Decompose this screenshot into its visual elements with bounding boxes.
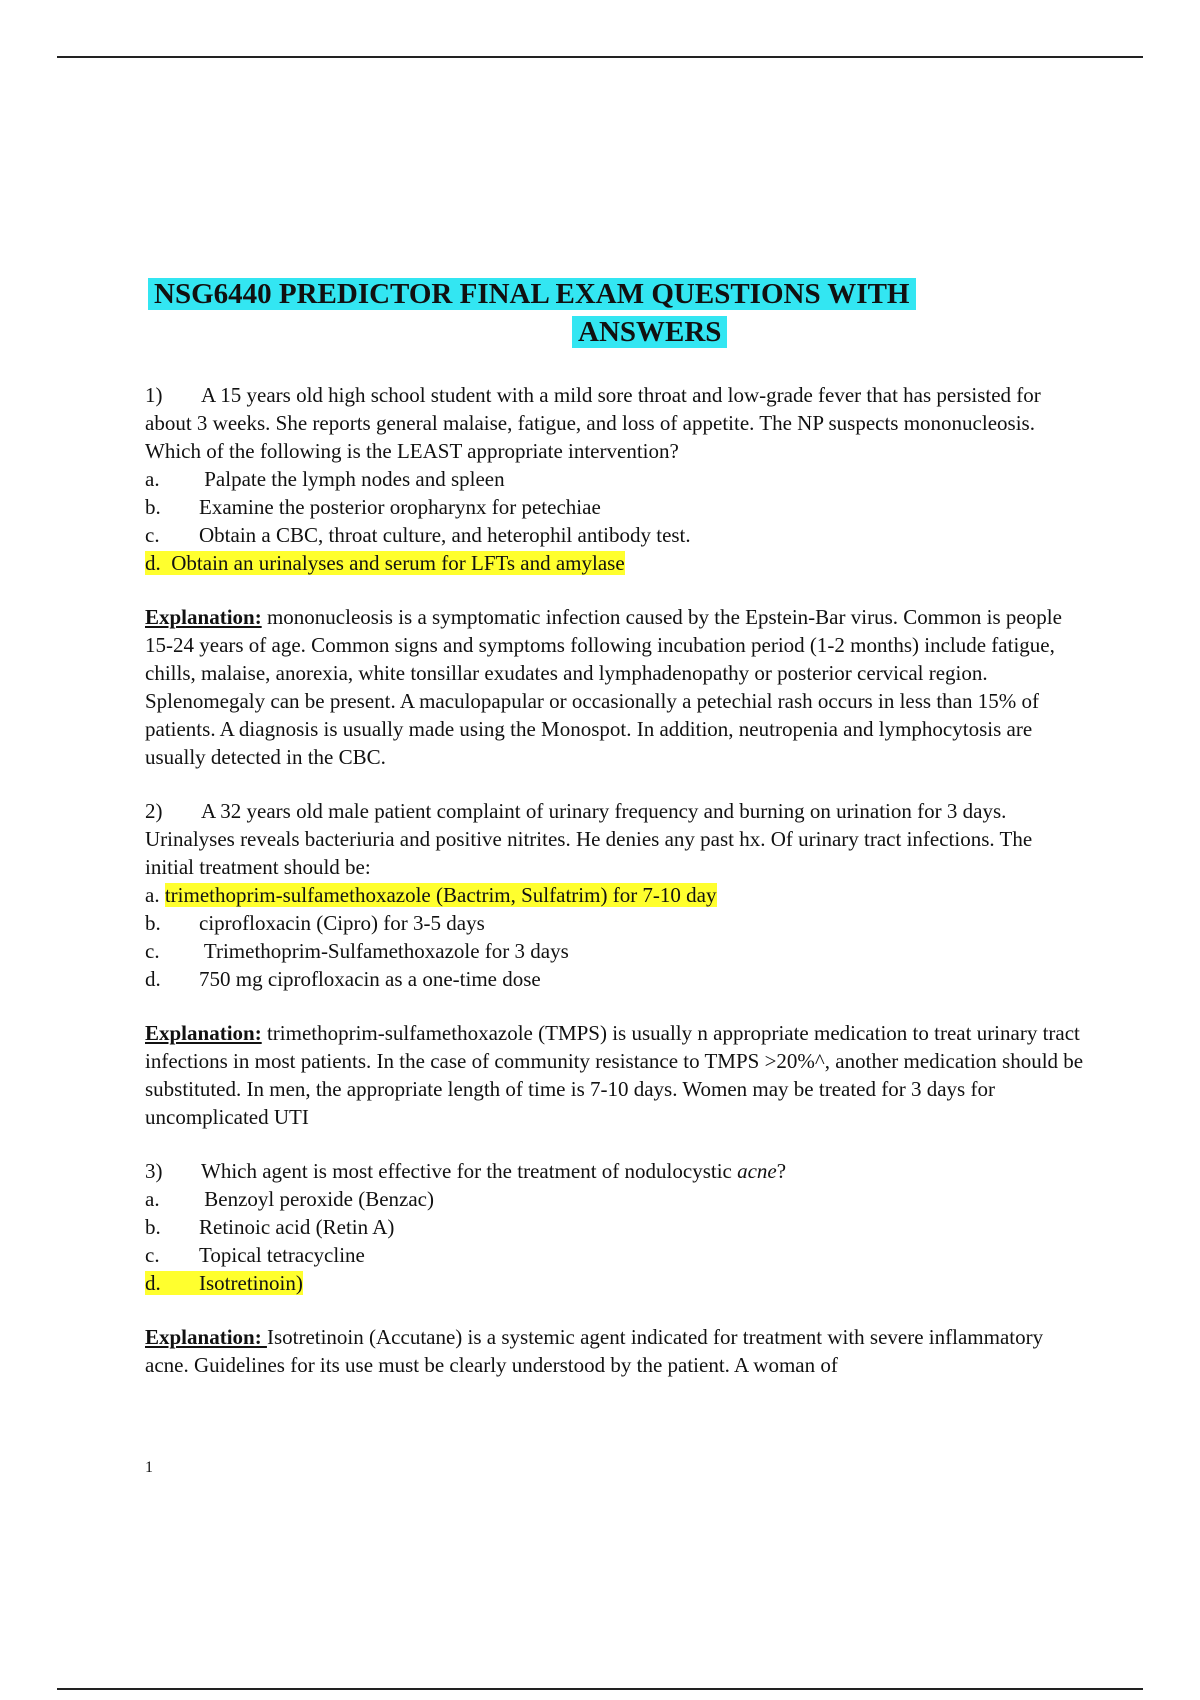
- option-b: b. Examine the posterior oropharynx for petechiae: [145, 495, 601, 519]
- option-d: d. 750 mg ciprofloxacin as a one-time dose: [145, 967, 541, 991]
- page-number: 1: [145, 1459, 153, 1476]
- title-line-2: ANSWERS: [572, 313, 727, 351]
- title-line-1: NSG6440 PREDICTOR FINAL EXAM QUESTIONS WITH: [148, 275, 916, 313]
- option-d-correct: d. Obtain an urinalyses and serum for LFTs and amylase: [145, 551, 625, 575]
- question-text: A 32 years old male patient complaint of urinary frequency and burning on urination for 3 days. Urinalyses reveals bacteriuria and positive nitrites. He denies any past hx. Of urinary tract infections. The initial treatment should be:: [145, 799, 1033, 879]
- explanation-text: trimethoprim-sulfamethoxazole (TMPS) is usually n appropriate medication to treat urinary tract infections in most patients. In the case of community resistance to TMPS >20%^, another medication should be substituted. In men, the appropriate length of time is 7-10 days. Women may be treated for 3 days for uncomplicated UTI: [145, 1021, 1084, 1129]
- option-a: a. Palpate the lymph nodes and spleen: [145, 467, 505, 491]
- option-c: c. Obtain a CBC, throat culture, and heterophil antibody test.: [145, 523, 691, 547]
- explanation-label: Explanation:: [145, 605, 262, 629]
- question-number: 1): [145, 383, 163, 407]
- question-1: [145, 381, 1085, 577]
- option-c: c. Trimethoprim-Sulfamethoxazole for 3 days: [145, 939, 569, 963]
- question-3: [145, 1157, 1085, 1297]
- option-b: b. ciprofloxacin (Cipro) for 3-5 days: [145, 911, 485, 935]
- question-2-stem: [145, 797, 1085, 881]
- question-number: 2): [145, 799, 163, 823]
- option-b: b. Retinoic acid (Retin A): [145, 1215, 395, 1239]
- question-number: 3): [145, 1159, 163, 1183]
- explanation-text: mononucleosis is a symptomatic infection caused by the Epstein-Bar virus. Common is people 15-24 years of age. Common signs and symptoms following incubation period (1-2 months) include fatigue, chills, malaise, anorexia, white tonsillar exudates and lymphadenopathy or posterior cervical region. Splenomegaly can be present. A maculopapular or occasionally a petechial rash occurs in less than 15% of patients. A diagnosis is usually made using the Monospot. In addition, neutropenia and lymphocytosis are usually detected in the CBC.: [145, 605, 1062, 769]
- exam-content: [145, 381, 1085, 1379]
- option-c: c. Topical tetracycline: [145, 1243, 365, 1267]
- question-text: A 15 years old high school student with a mild sore throat and low-grade fever that has persisted for about 3 weeks. She reports general malaise, fatigue, and loss of appetite. The NP suspects mononucleosis. Which of the following is the LEAST appropriate intervention?: [145, 383, 1041, 463]
- top-rule: [57, 56, 1143, 58]
- explanation-label: Explanation:: [145, 1021, 262, 1045]
- explanation-3: [145, 1323, 1085, 1379]
- question-2: [145, 797, 1085, 993]
- option-a: a. Benzoyl peroxide (Benzac): [145, 1187, 434, 1211]
- bottom-rule: [57, 1688, 1143, 1690]
- option-d-correct: d. Isotretinoin): [145, 1271, 303, 1295]
- explanation-2: [145, 1019, 1085, 1131]
- option-a-correct: a. trimethoprim-sulfamethoxazole (Bactrim, Sulfatrim) for 7-10 day: [145, 883, 717, 907]
- explanation-text: Isotretinoin (Accutane) is a systemic agent indicated for treatment with severe inflammatory acne. Guidelines for its use must be clearly understood by the patient. A woman of: [145, 1325, 1044, 1377]
- explanation-1: [145, 603, 1085, 771]
- question-1-stem: [145, 381, 1085, 465]
- question-3-stem: 3) Which agent is most effective for the treatment of nodulocystic acne?: [145, 1159, 787, 1183]
- explanation-label: Explanation:: [145, 1325, 267, 1349]
